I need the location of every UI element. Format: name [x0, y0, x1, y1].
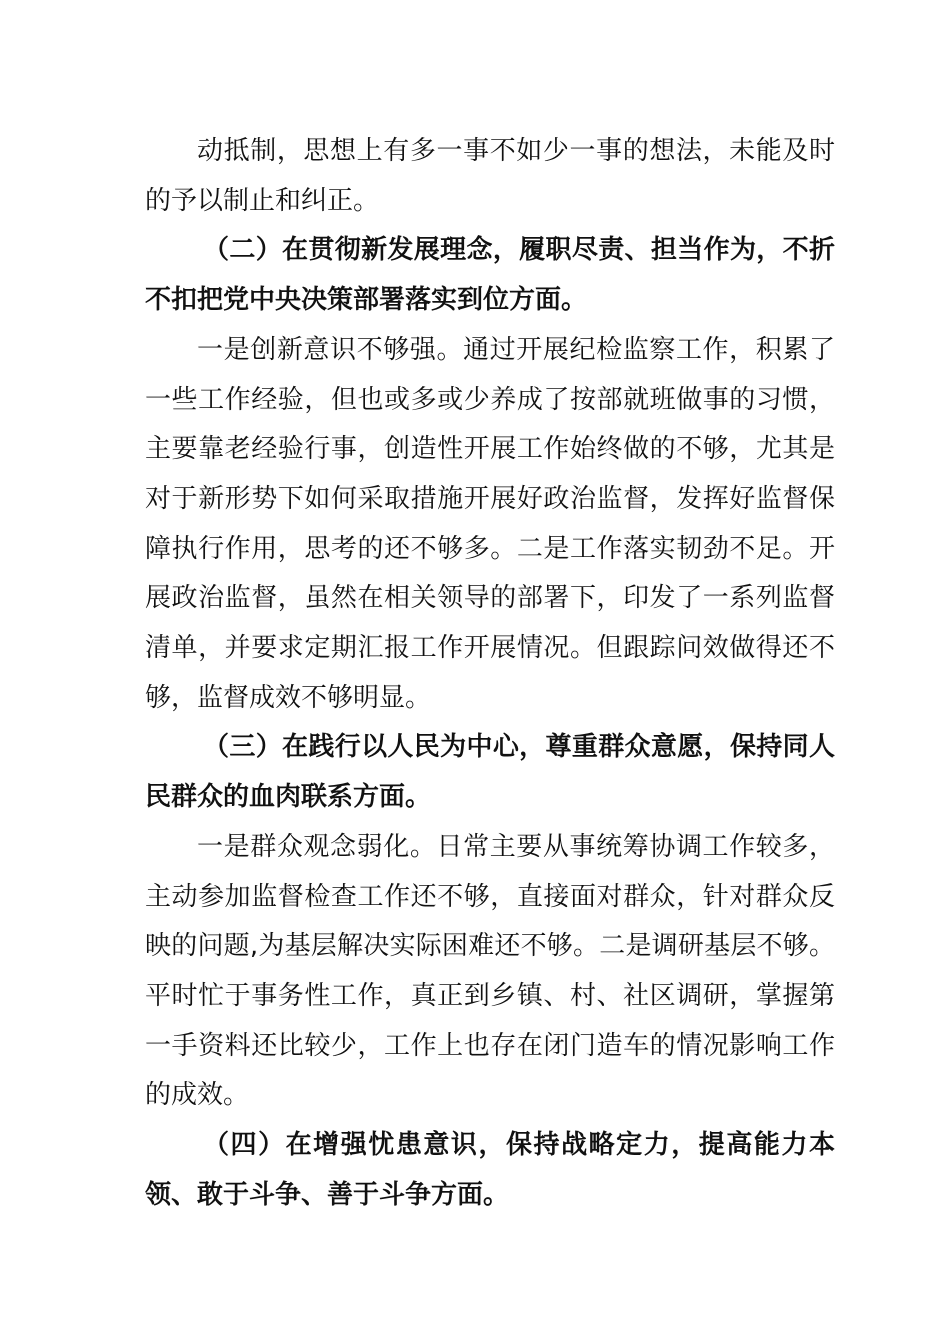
body-paragraph-section-2: 一是创新意识不够强。通过开展纪检监察工作，积累了一些工作经验，但也或多或少养成了按部就班做事的习惯，主要靠老经验行事，创造性开展工作始终做的不够，尤其是对于新形势下如何采取措施开展好政治监督，发挥好监督保障执行作用，思考的还不够多。二是工作落实韧劲不足。开展政治监督，虽然在相关领导的部署下，印发了一系列监督清单，并要求定期汇报工作开展情况。但跟踪问效做得还不够，监督成效不够明显。	[145, 334, 835, 713]
section-heading-3: （三）在践行以人民为中心，尊重群众意愿，保持同人民群众的血肉联系方面。	[145, 732, 835, 813]
document-body	[145, 127, 835, 1220]
section-heading-4: （四）在增强忧患意识，保持战略定力，提高能力本领、敢于斗争、善于斗争方面。	[145, 1130, 835, 1210]
body-paragraph-continuation: 动抵制，思想上有多一事不如少一事的想法，未能及时的予以制止和纠正。	[145, 136, 835, 216]
section-heading-2: （二）在贯彻新发展理念，履职尽责、担当作为，不折不扣把党中央决策部署落实到位方面。	[145, 235, 835, 316]
body-paragraph-section-3: 一是群众观念弱化。日常主要从事统筹协调工作较多，主动参加监督检查工作还不够，直接面对群众，针对群众反映的问题,为基层解决实际困难还不够。二是调研基层不够。平时忙于事务性工作，真正到乡镇、村、社区调研，掌握第一手资料还比较少，工作上也存在闭门造车的情况影响工作的成效。	[145, 831, 835, 1111]
